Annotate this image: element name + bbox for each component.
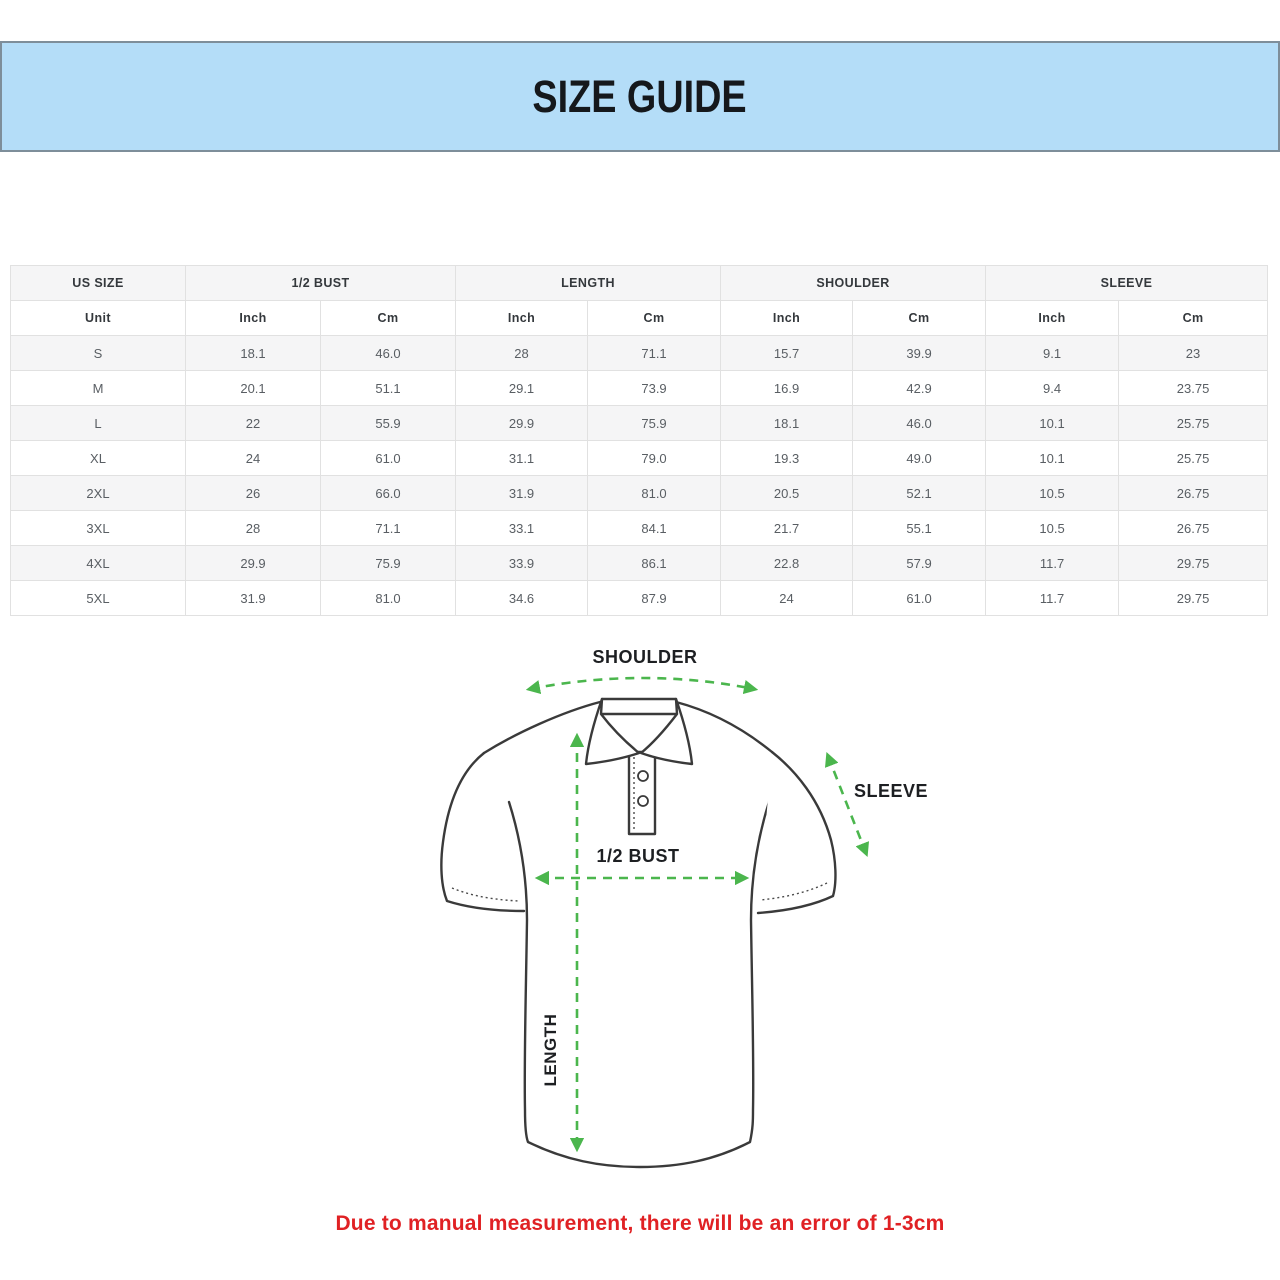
- size-cell: 81.0: [321, 581, 456, 616]
- size-cell: 29.1: [456, 371, 588, 406]
- size-cell: 75.9: [321, 546, 456, 581]
- table-row: [11, 441, 1268, 476]
- size-cell: 66.0: [321, 476, 456, 511]
- size-cell: 46.0: [853, 406, 986, 441]
- size-cell: 55.9: [321, 406, 456, 441]
- left-shoulder-seam: [484, 702, 600, 753]
- size-cell: 26.75: [1119, 476, 1268, 511]
- size-cell: 79.0: [588, 441, 721, 476]
- polo-shirt-svg: [425, 630, 929, 1190]
- right-sleeve: [758, 752, 835, 913]
- size-cell: 9.1: [986, 336, 1119, 371]
- size-cell: 31.1: [456, 441, 588, 476]
- table-row: [11, 511, 1268, 546]
- unit-cm: Cm: [1119, 301, 1268, 336]
- size-cell: 16.9: [721, 371, 853, 406]
- size-cell: 18.1: [186, 336, 321, 371]
- unit-inch: Inch: [986, 301, 1119, 336]
- col-header-sleeve: SLEEVE: [986, 266, 1268, 301]
- size-cell: 25.75: [1119, 406, 1268, 441]
- table-group-header-row: [11, 266, 1268, 301]
- col-header-length: LENGTH: [456, 266, 721, 301]
- table-row: [11, 336, 1268, 371]
- left-sleeve: [441, 753, 524, 911]
- size-cell: 75.9: [588, 406, 721, 441]
- shoulder-label: SHOULDER: [592, 647, 698, 667]
- unit-inch: Inch: [721, 301, 853, 336]
- size-label: S: [11, 336, 186, 371]
- size-cell: 20.5: [721, 476, 853, 511]
- size-cell: 71.1: [588, 336, 721, 371]
- size-cell: 11.7: [986, 546, 1119, 581]
- button-bottom: [638, 796, 648, 806]
- unit-inch: Inch: [186, 301, 321, 336]
- size-cell: 20.1: [186, 371, 321, 406]
- page-title: SIZE GUIDE: [532, 70, 748, 122]
- size-cell: 26.75: [1119, 511, 1268, 546]
- size-cell: 24: [186, 441, 321, 476]
- table-unit-row: [11, 301, 1268, 336]
- size-cell: 19.3: [721, 441, 853, 476]
- size-cell: 57.9: [853, 546, 986, 581]
- size-label: XL: [11, 441, 186, 476]
- size-cell: 23.75: [1119, 371, 1268, 406]
- table-row: [11, 581, 1268, 616]
- size-cell: 81.0: [588, 476, 721, 511]
- size-cell: 10.5: [986, 476, 1119, 511]
- size-cell: 31.9: [456, 476, 588, 511]
- size-cell: 29.75: [1119, 546, 1268, 581]
- size-cell: 21.7: [721, 511, 853, 546]
- size-cell: 11.7: [986, 581, 1119, 616]
- size-label: M: [11, 371, 186, 406]
- size-cell: 84.1: [588, 511, 721, 546]
- size-cell: 23: [1119, 336, 1268, 371]
- size-cell: 26: [186, 476, 321, 511]
- size-cell: 29.9: [456, 406, 588, 441]
- size-cell: 10.5: [986, 511, 1119, 546]
- size-cell: 10.1: [986, 406, 1119, 441]
- button-top: [638, 771, 648, 781]
- table-row: [11, 476, 1268, 511]
- size-cell: 24: [721, 581, 853, 616]
- size-cell: 33.1: [456, 511, 588, 546]
- table-row: [11, 546, 1268, 581]
- size-label: 3XL: [11, 511, 186, 546]
- size-cell: 28: [456, 336, 588, 371]
- collar-band: [599, 699, 679, 714]
- size-cell: 28: [186, 511, 321, 546]
- size-cell: 18.1: [721, 406, 853, 441]
- size-cell: 25.75: [1119, 441, 1268, 476]
- table-row: [11, 406, 1268, 441]
- size-cell: 29.9: [186, 546, 321, 581]
- size-cell: 42.9: [853, 371, 986, 406]
- measurement-note: Due to manual measurement, there will be an error of 1-3cm: [335, 1212, 945, 1235]
- shoulder-arrow: [530, 678, 754, 689]
- col-header-half-bust: 1/2 BUST: [186, 266, 456, 301]
- size-cell: 15.7: [721, 336, 853, 371]
- size-cell: 51.1: [321, 371, 456, 406]
- size-label: 5XL: [11, 581, 186, 616]
- size-cell: 73.9: [588, 371, 721, 406]
- size-cell: 71.1: [321, 511, 456, 546]
- size-cell: 31.9: [186, 581, 321, 616]
- size-cell: 34.6: [456, 581, 588, 616]
- unit-cm: Cm: [321, 301, 456, 336]
- size-cell: 29.75: [1119, 581, 1268, 616]
- size-cell: 86.1: [588, 546, 721, 581]
- unit-cm: Cm: [588, 301, 721, 336]
- size-cell: 10.1: [986, 441, 1119, 476]
- size-cell: 46.0: [321, 336, 456, 371]
- size-cell: 39.9: [853, 336, 986, 371]
- right-shoulder-seam: [676, 702, 772, 752]
- size-cell: 33.9: [456, 546, 588, 581]
- unit-header: Unit: [11, 301, 186, 336]
- size-label: L: [11, 406, 186, 441]
- size-table: [10, 265, 1268, 616]
- bust-label: 1/2 BUST: [596, 846, 680, 866]
- size-cell: 9.4: [986, 371, 1119, 406]
- size-guide-banner: [0, 41, 1280, 152]
- sleeve-arrow: [828, 756, 866, 853]
- size-cell: 61.0: [853, 581, 986, 616]
- size-cell: 49.0: [853, 441, 986, 476]
- polo-shirt-diagram: [425, 630, 929, 1190]
- placket: [629, 752, 655, 834]
- size-label: 2XL: [11, 476, 186, 511]
- size-cell: 52.1: [853, 476, 986, 511]
- col-header-us-size: US SIZE: [11, 266, 186, 301]
- size-cell: 55.1: [853, 511, 986, 546]
- unit-inch: Inch: [456, 301, 588, 336]
- size-cell: 87.9: [588, 581, 721, 616]
- unit-cm: Cm: [853, 301, 986, 336]
- length-label: LENGTH: [541, 1013, 560, 1087]
- sleeve-label: SLEEVE: [853, 781, 929, 801]
- size-label: 4XL: [11, 546, 186, 581]
- size-cell: 22.8: [721, 546, 853, 581]
- table-row: [11, 371, 1268, 406]
- shirt-outline: [441, 699, 835, 1167]
- size-cell: 61.0: [321, 441, 456, 476]
- size-cell: 22: [186, 406, 321, 441]
- col-header-shoulder: SHOULDER: [721, 266, 986, 301]
